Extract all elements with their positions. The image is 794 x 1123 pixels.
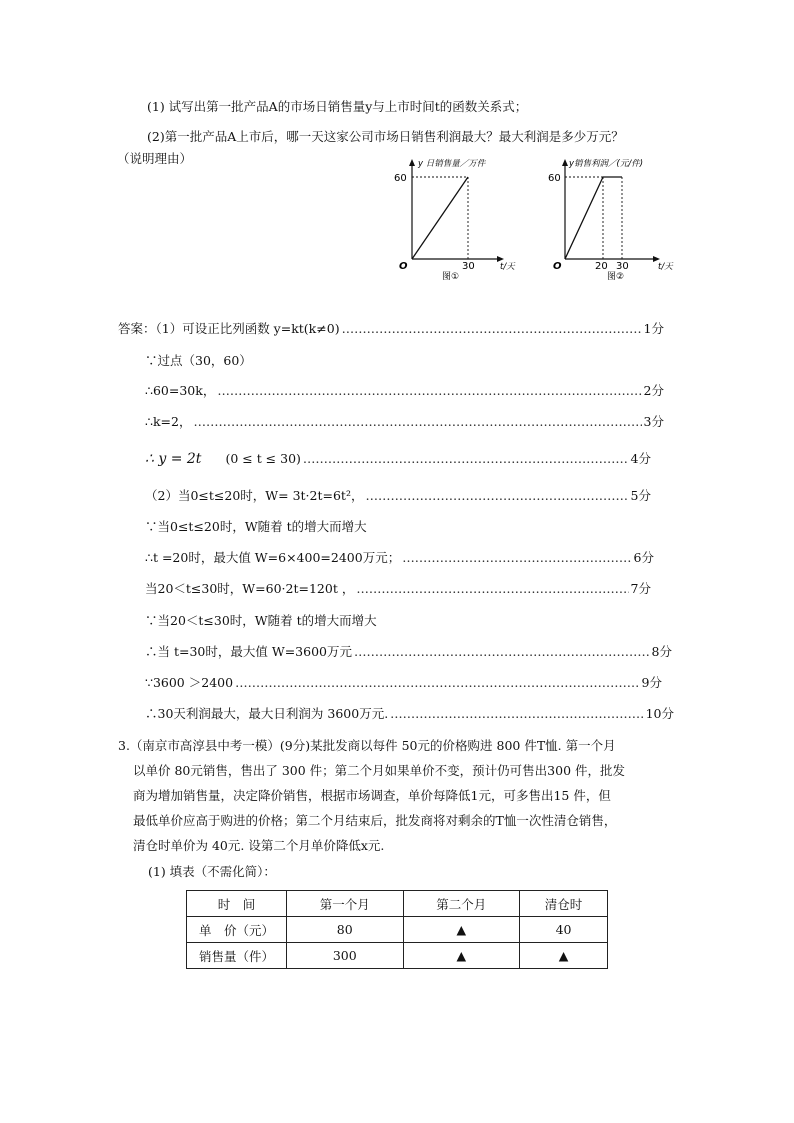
table-row bbox=[187, 917, 608, 943]
answer-step-5-domain: (0 ≤ t ≤ 30) bbox=[225, 451, 301, 466]
answer-step-2: ∵过点（30，60） bbox=[145, 353, 252, 368]
answer-step-6-text: （2）当0≤t≤20时，W= 3t·2t=6t²， bbox=[145, 488, 364, 503]
answer-step-9 bbox=[145, 580, 651, 598]
answer-step-3-text: ∴60=30k， bbox=[145, 383, 216, 398]
leader-dots bbox=[193, 413, 641, 431]
answer-step-4-text: ∴k=2， bbox=[145, 414, 192, 429]
answer-step-5 bbox=[145, 450, 651, 468]
question-part-2: (2)第一批产品A上市后，哪一天这家公司市场日销售利润最大？最大利润是多少万元？ bbox=[147, 129, 624, 144]
score-points: 10分 bbox=[645, 706, 674, 721]
figure-1 bbox=[388, 155, 528, 283]
score-points: 5分 bbox=[630, 488, 651, 503]
fig1-x-tick: 30 bbox=[462, 261, 475, 272]
question-part-1: (1) 试写出第一批产品A的市场日销售量y与上市时间t的函数关系式； bbox=[147, 99, 528, 114]
table-cell: 300 bbox=[287, 943, 404, 969]
answer-step-6 bbox=[145, 487, 651, 505]
fig2-caption: 图② bbox=[607, 272, 625, 282]
problem-3-line-5: 清仓时单价为 40元. 设第二个月单价降低x元. bbox=[133, 838, 385, 853]
table-header-cell: 第二个月 bbox=[403, 891, 520, 917]
problem-3-line-1: 3.（南京市高淳县中考一模）(9分)某批发商以每件 50元的价格购进 800 件T恤. 第一个月 bbox=[118, 738, 616, 753]
answer-step-1 bbox=[118, 320, 664, 338]
score-points: 8分 bbox=[651, 644, 672, 659]
answer-step-11 bbox=[145, 643, 672, 661]
score-points: 2分 bbox=[643, 383, 664, 398]
leader-dots bbox=[365, 487, 628, 505]
answer-step-7: ∵当0≤t≤20时，W随着 t的增大而增大 bbox=[145, 519, 367, 534]
fill-in-table bbox=[186, 890, 608, 969]
fig2-x-tick-30: 30 bbox=[616, 261, 629, 272]
leader-dots bbox=[402, 549, 631, 567]
table-cell: 40 bbox=[520, 917, 608, 943]
fig1-caption: 图① bbox=[442, 272, 460, 282]
score-points: 1分 bbox=[643, 321, 664, 336]
answer-step-12 bbox=[145, 674, 662, 692]
table-row bbox=[187, 943, 608, 969]
score-points: 4分 bbox=[630, 451, 651, 466]
fig1-origin: O bbox=[399, 261, 408, 272]
fig2-y-arrow bbox=[562, 159, 568, 166]
score-points: 3分 bbox=[643, 414, 664, 429]
answer-step-5-formula: ∴ y = 2t bbox=[145, 451, 202, 467]
leader-dots bbox=[217, 382, 641, 400]
table-cell-blank: ▲ bbox=[403, 917, 520, 943]
table-header-cell: 清仓时 bbox=[520, 891, 608, 917]
table-cell: 销售量（件） bbox=[187, 943, 287, 969]
fig2-y-label: y销售利润／(元/件) bbox=[569, 159, 644, 169]
score-points: 7分 bbox=[630, 581, 651, 596]
fig2-origin: O bbox=[553, 261, 562, 272]
fig1-series-line bbox=[412, 177, 468, 259]
table-header-cell: 第一个月 bbox=[287, 891, 404, 917]
answer-step-1-text: 答案：（1）可设正比列函数 y=kt(k≠0) bbox=[118, 321, 340, 336]
answer-step-9-text: 当20＜t≤30时，W=60·2t=120t ， bbox=[145, 581, 355, 596]
fig1-x-label: t/天 bbox=[500, 262, 515, 272]
problem-3-line-3: 商为增加销售量，决定降价销售，根据市场调查，单价每降低1元，可多售出15 件，但 bbox=[133, 788, 611, 803]
answer-step-13 bbox=[145, 705, 674, 723]
question-part-2-note: （说明理由） bbox=[117, 151, 193, 166]
leader-dots bbox=[235, 674, 639, 692]
fig2-y-tick: 60 bbox=[548, 173, 561, 184]
answer-step-3 bbox=[145, 382, 664, 400]
fig2-series-line bbox=[565, 177, 622, 259]
table-cell-blank: ▲ bbox=[520, 943, 608, 969]
leader-dots bbox=[356, 580, 628, 598]
answer-step-13-text: ∴30天利润最大，最大日利润为 3600万元. bbox=[145, 706, 389, 721]
answer-step-8 bbox=[145, 549, 654, 567]
fig1-y-tick: 60 bbox=[394, 173, 407, 184]
table-cell: 80 bbox=[287, 917, 404, 943]
problem-3-subquestion-1: (1) 填表（不需化简）： bbox=[148, 864, 276, 879]
problem-3-line-4: 最低单价应高于购进的价格；第二个月结束后，批发商将对剩余的T恤一次性清仓销售， bbox=[133, 813, 617, 828]
score-points: 9分 bbox=[641, 675, 662, 690]
leader-dots bbox=[303, 450, 629, 468]
table-cell-blank: ▲ bbox=[403, 943, 520, 969]
leader-dots bbox=[390, 705, 643, 723]
fig2-x-tick-20: 20 bbox=[595, 261, 608, 272]
answer-step-10: ∵当20＜t≤30时，W随着 t的增大而增大 bbox=[145, 613, 377, 628]
score-points: 6分 bbox=[633, 550, 654, 565]
figure-2 bbox=[548, 155, 688, 283]
table-header-row bbox=[187, 891, 608, 917]
answer-step-11-text: ∴当 t=30时，最大值 W=3600万元 bbox=[145, 644, 352, 659]
problem-3-line-2: 以单价 80元销售，售出了 300 件；第二个月如果单价不变，预计仍可售出300 件，批发 bbox=[133, 763, 626, 778]
leader-dots bbox=[354, 643, 650, 661]
leader-dots bbox=[342, 320, 642, 338]
answer-step-12-text: ∵3600 ＞2400 bbox=[145, 675, 234, 690]
table-header-cell: 时 间 bbox=[187, 891, 287, 917]
fig1-y-label: y 日销售量／万件 bbox=[418, 159, 486, 169]
answer-step-4 bbox=[145, 413, 664, 431]
answer-step-8-text: ∴t =20时，最大值 W=6×400=2400万元； bbox=[145, 550, 401, 565]
fig1-y-arrow bbox=[409, 159, 415, 166]
fig2-x-label: t/天 bbox=[658, 262, 673, 272]
table-cell: 单 价（元） bbox=[187, 917, 287, 943]
